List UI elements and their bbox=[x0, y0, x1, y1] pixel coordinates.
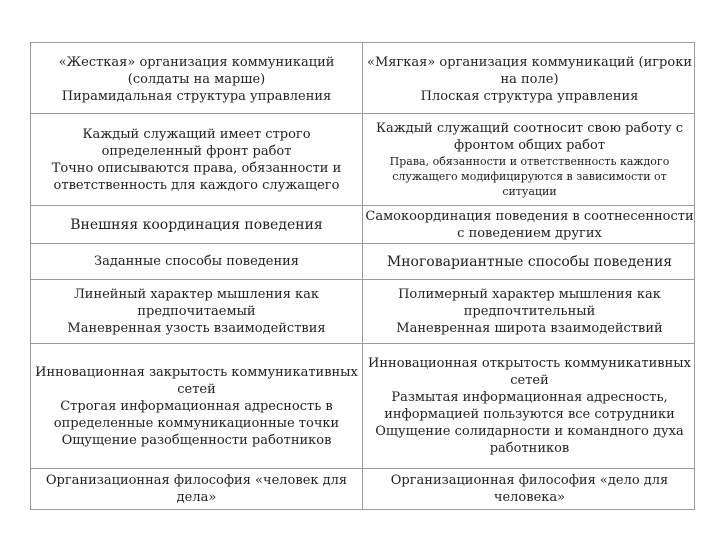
row-7-right-cell bbox=[365, 469, 694, 509]
cell-text: Ощущение разобщенности работников bbox=[61, 432, 332, 448]
cell-text: Заданные способы поведения bbox=[93, 254, 300, 269]
row-4-left-cell bbox=[33, 244, 360, 279]
row-6-left-cell bbox=[33, 344, 360, 468]
cell-text: Внешняя координация поведения bbox=[70, 216, 323, 233]
cell-text: Ощущение солидарности и командного духа работников bbox=[375, 424, 684, 456]
cell-text: Точно описываются права, обязанности и ответственность для каждого служащего bbox=[51, 160, 342, 193]
row-2-left-cell bbox=[33, 114, 360, 205]
cell-text: Многовариантные способы поведения bbox=[386, 253, 673, 270]
cell-text: Полимерный характер мышления как предпочтительный bbox=[398, 287, 661, 319]
row-4-right-cell bbox=[365, 244, 694, 279]
row-1-left-cell bbox=[33, 45, 360, 113]
cell-text: Размытая информационная адресность, информацией пользуются все сотрудники bbox=[384, 390, 675, 422]
cell-text: Инновационная закрытость коммуникативных сетей bbox=[35, 364, 358, 397]
row-7-left-cell bbox=[33, 469, 360, 509]
cell-text: Инновационная открытость коммуникативных сетей bbox=[368, 356, 691, 388]
cell-text: Каждый служащий имеет строго определенный фронт работ bbox=[82, 126, 311, 159]
cell-text: Линейный характер мышления как предпочитаемый bbox=[73, 287, 320, 319]
cell-text: Права, обязанности и ответственность каждого служащего модифицируются в зависимости от ситуации bbox=[389, 155, 670, 198]
row-5-right-cell bbox=[365, 280, 694, 343]
row-2-right-cell bbox=[365, 114, 694, 205]
cell-text: Организационная философия «человек для дела» bbox=[45, 473, 348, 505]
cell-text: Пирамидальная структура управления bbox=[61, 88, 332, 104]
row-5-left-cell bbox=[33, 280, 360, 343]
row-6-right-cell bbox=[365, 344, 694, 468]
cell-text: «Жесткая» организация коммуникаций (солдаты на марше) bbox=[58, 54, 335, 87]
cell-text: Строгая информационная адресность в определенные коммуникационные точки bbox=[53, 398, 340, 431]
cell-text: Маневренная широта взаимодействий bbox=[396, 321, 663, 336]
row-1-right-cell bbox=[365, 45, 694, 113]
cell-text: Плоская структура управления bbox=[420, 88, 639, 104]
row-3-right-cell bbox=[365, 206, 694, 243]
cell-text: «Мягкая» организация коммуникаций (игроки на поле) bbox=[366, 54, 692, 87]
cell-text: Каждый служащий соотносит свою работу с фронтом общих работ bbox=[375, 121, 684, 153]
cell-text: Самокоординация поведения в соотнесенности с поведением других bbox=[365, 208, 694, 241]
cell-text: Маневренная узость взаимодействия bbox=[67, 321, 326, 336]
cell-text: Организационная философия «дело для человека» bbox=[390, 473, 669, 505]
comparison-table bbox=[30, 42, 695, 510]
row-3-left-cell bbox=[33, 206, 360, 243]
